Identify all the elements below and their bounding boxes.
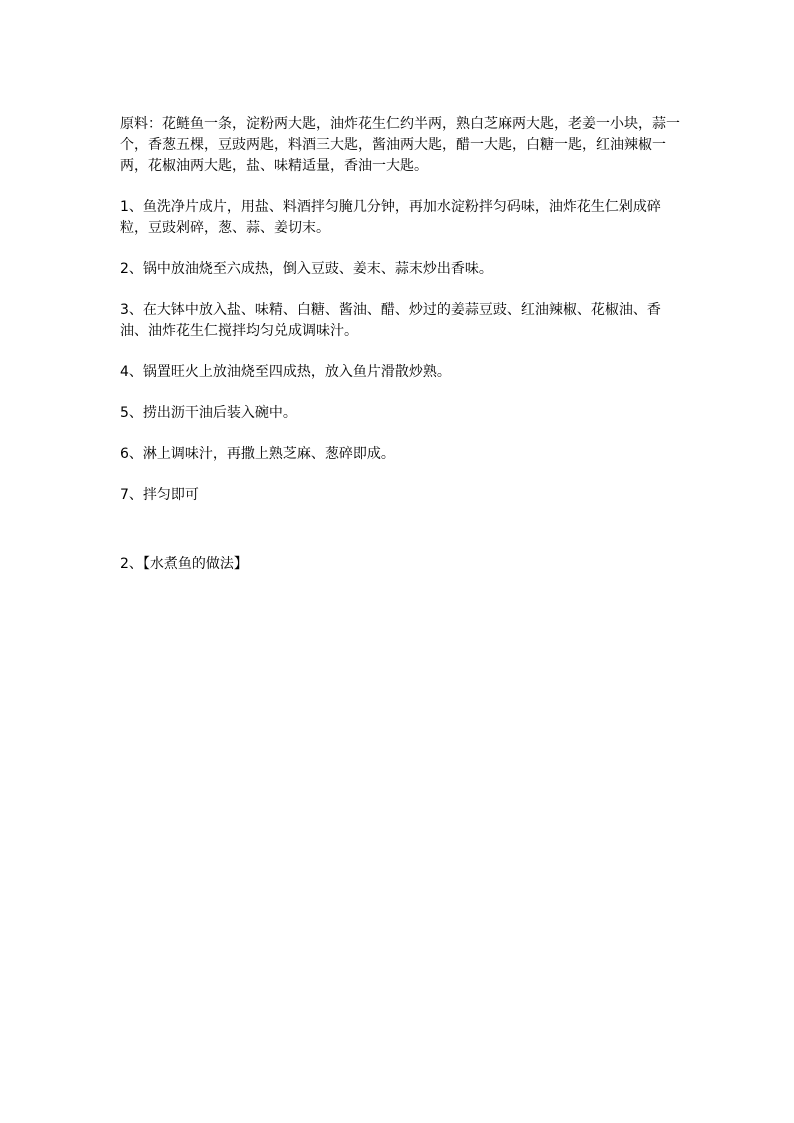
section-heading: 2、【水煮鱼的做法】 (120, 556, 248, 572)
step-4: 4、锅置旺火上放油烧至四成热，放入鱼片滑散炒熟。 (120, 364, 451, 380)
recipe-body (120, 114, 680, 506)
step-7: 7、拌匀即可 (120, 487, 199, 503)
step-6: 6、淋上调味汁，再撒上熟芝麻、葱碎即成。 (120, 446, 395, 462)
step-2: 2、锅中放油烧至六成热，倒入豆豉、姜末、蒜末炒出香味。 (120, 261, 493, 277)
step-1: 1、鱼洗净片成片，用盐、料酒拌匀腌几分钟，再加水淀粉拌匀码味，油炸花生仁剁成碎粒，豆豉剁碎，葱、蒜、姜切末。 (120, 199, 661, 236)
ingredients-paragraph: 原料：花鲢鱼一条，淀粉两大匙，油炸花生仁约半两，熟白芝麻两大匙，老姜一小块，蒜一个，香葱五棵，豆豉两匙，料酒三大匙，酱油两大匙，醋一大匙，白糖一匙，红油辣椒一两，花椒油两大匙，盐、味精适量，香油一大匙。 (120, 116, 680, 174)
step-5: 5、捞出沥干油后装入碗中。 (120, 405, 297, 421)
step-3: 3、在大钵中放入盐、味精、白糖、酱油、醋、炒过的姜蒜豆豉、红油辣椒、花椒油、香油、油炸花生仁搅拌均匀兑成调味汁。 (120, 302, 661, 339)
